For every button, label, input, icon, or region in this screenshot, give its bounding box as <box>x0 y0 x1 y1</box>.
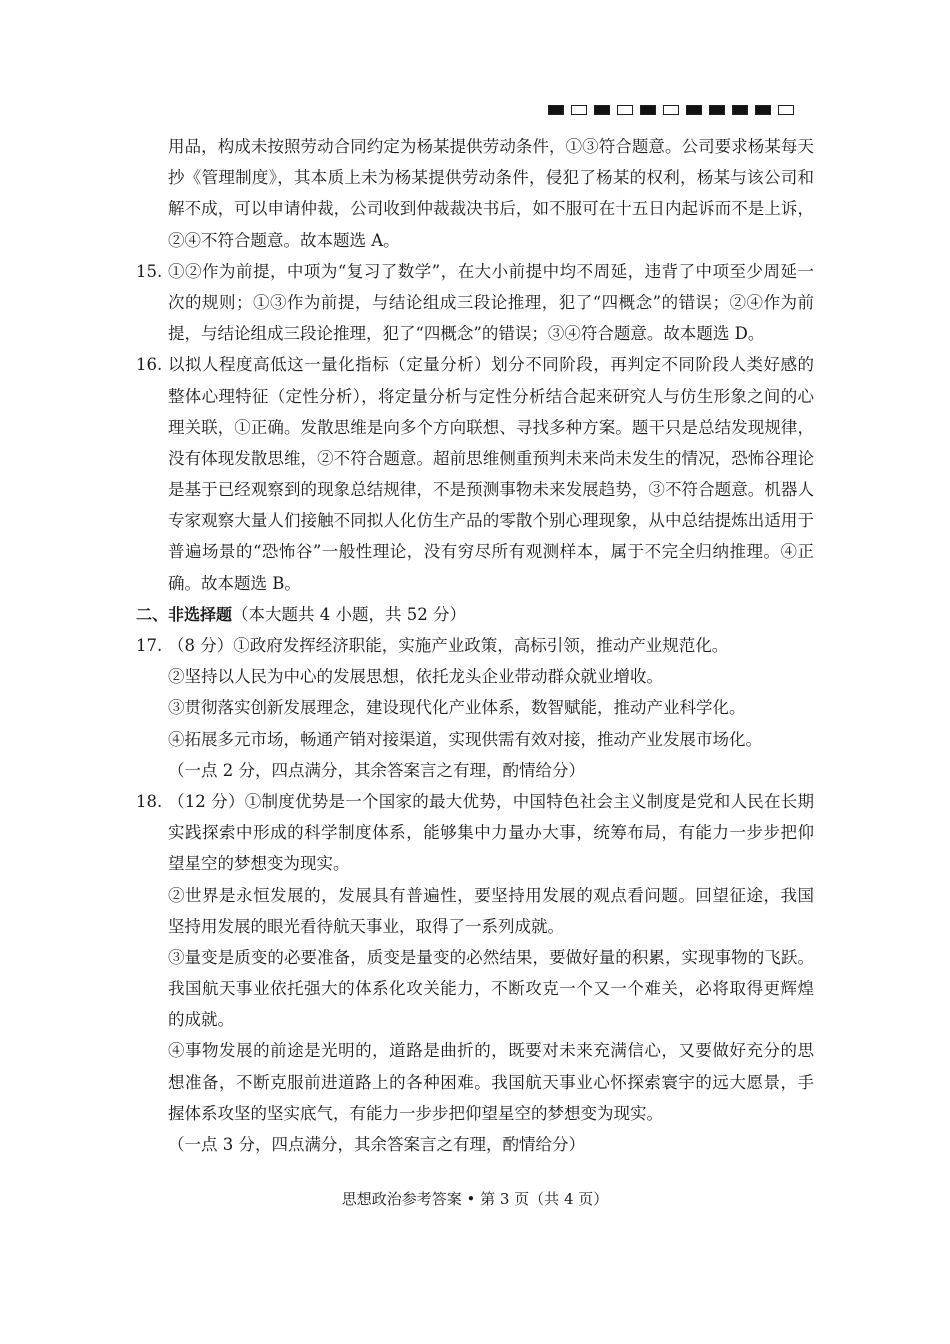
text-line <box>0 973 950 1004</box>
line-text: ②世界是永恒发展的，发展具有普遍性，要坚持用发展的观点看问题。回望征途，我国 <box>168 885 814 905</box>
section-note: （本大题共 4 小题，共 52 分） <box>232 604 466 624</box>
header-mark-empty <box>571 105 587 115</box>
question-number: 15. <box>136 261 163 281</box>
line-text: 次的规则；①③作为前提，与结论组成三段论推理，犯了“四概念”的错误；②④作为前 <box>168 292 814 312</box>
line-text: 实践探索中形成的科学制度体系，能够集中力量办大事，统筹布局，有能力一步步把仰 <box>168 823 814 843</box>
line-text: 解不成，可以申请仲裁，公司收到仲裁裁决书后，如不服可在十五日内起诉而不是上诉， <box>168 199 814 219</box>
header-mark-empty <box>663 105 679 115</box>
text-line <box>0 131 950 162</box>
line-text: ③贯彻落实创新发展理念，建设现代化产业体系，数智赋能，推动产业科学化。 <box>168 698 746 718</box>
line-text: ①②作为前提，中项为“复习了数学”，在大小前提中均不周延，违背了中项至少周延一 <box>168 261 814 281</box>
line-text: ④拓展多元市场，畅通产销对接渠道，实现供需有效对接，推动产业发展市场化。 <box>168 729 762 749</box>
section-title: 二、非选择题 <box>136 604 233 624</box>
text-line <box>0 193 950 224</box>
text-line <box>0 1129 950 1160</box>
text-line <box>0 1035 950 1066</box>
line-text: 坚持用发展的眼光看待航天事业，取得了一系列成就。 <box>168 916 564 936</box>
section-heading-text <box>136 599 466 630</box>
text-line <box>0 349 950 380</box>
line-text: 没有体现发散思维，②不符合题意。超前思维侧重预判未来尚未发生的情况，恐怖谷理论 <box>168 448 814 468</box>
text-line <box>0 848 950 879</box>
text-line <box>0 1067 950 1098</box>
text-line <box>0 630 950 661</box>
text-line <box>0 318 950 349</box>
line-text: 提，与结论组成三段论推理，犯了“四概念”的错误；③④符合题意。故本题选 D。 <box>168 324 765 344</box>
answer-content <box>0 131 950 1160</box>
header-mark-filled <box>594 105 610 115</box>
text-line <box>0 880 950 911</box>
text-line <box>0 412 950 443</box>
text-line <box>0 443 950 474</box>
text-line <box>0 1004 950 1035</box>
header-mark-empty <box>617 105 633 115</box>
line-text: 以拟人程度高低这一量化指标（定量分析）划分不同阶段，再判定不同阶段人类好感的 <box>168 355 814 375</box>
line-text: 整体心理特征（定性分析），将定量分析与定性分析结合起来研究人与仿生形象之间的心 <box>168 386 814 406</box>
text-line <box>0 692 950 723</box>
line-text: （一点 3 分，四点满分，其余答案言之有理，酌情给分） <box>168 1135 585 1154</box>
line-text: （12 分）①制度优势是一个国家的最大优势，中国特色社会主义制度是党和人民在长期 <box>168 791 814 811</box>
text-line <box>0 724 950 755</box>
line-text: 望星空的梦想变为现实。 <box>168 854 350 874</box>
text-line <box>0 474 950 505</box>
question-number: 18. <box>136 791 163 811</box>
page-footer: 思想政治参考答案 • 第 3 页（共 4 页） <box>341 1190 609 1208</box>
text-line <box>0 162 950 193</box>
line-text: 抄《管理制度》，其本质上未为杨某提供劳动条件，侵犯了杨某的权利，杨某与该公司和 <box>168 168 814 188</box>
line-text: 用品，构成未按照劳动合同约定为杨某提供劳动条件，①③符合题意。公司要求杨某每天 <box>168 137 814 156</box>
header-mark-empty <box>778 105 794 115</box>
text-line <box>0 381 950 412</box>
text-line <box>0 911 950 942</box>
line-text: （一点 2 分，四点满分，其余答案言之有理，酌情给分） <box>168 760 585 780</box>
text-line <box>0 225 950 256</box>
text-line <box>0 786 950 817</box>
line-text: ③量变是质变的必要准备，质变是量变的必然结果，要做好量的积累，实现事物的飞跃。 <box>168 947 814 967</box>
line-text: 握体系攻坚的坚实底气，有能力一步步把仰望星空的梦想变为现实。 <box>168 1103 663 1123</box>
header-mark-filled <box>709 105 725 115</box>
line-text: 专家观察大量人们接触不同拟人化仿生产品的零散个别心理现象，从中总结提炼出适用于 <box>168 511 814 531</box>
line-text: ②④不符合题意。故本题选 A。 <box>168 230 400 250</box>
section-heading <box>0 599 950 630</box>
question-number: 17. <box>136 636 163 655</box>
line-text: 的成就。 <box>168 1010 234 1030</box>
text-line <box>0 568 950 599</box>
question-number: 16. <box>136 355 163 375</box>
line-text: 确。故本题选 B。 <box>168 573 301 593</box>
header-mark-filled <box>548 105 564 115</box>
line-text: 我国航天事业依托强大的体系化攻关能力，不断攻克一个又一个难关，必将取得更辉煌 <box>168 979 814 999</box>
header-mark-filled <box>755 105 771 115</box>
text-line <box>0 256 950 287</box>
text-line <box>0 287 950 318</box>
text-line <box>0 505 950 536</box>
text-line <box>0 536 950 567</box>
text-line <box>0 1098 950 1129</box>
line-text: 想准备，不断克服前进道路上的各种困难。我国航天事业心怀探索寰宇的远大愿景，手 <box>168 1072 814 1092</box>
line-text: （8 分）①政府发挥经济职能，实施产业政策，高标引领，推动产业规范化。 <box>168 636 729 655</box>
text-line <box>0 817 950 848</box>
text-line <box>0 661 950 692</box>
header-mark-filled <box>732 105 748 115</box>
line-text: ②坚持以人民为中心的发展思想，依托龙头企业带动群众就业增收。 <box>168 667 663 687</box>
header-mark-filled <box>640 105 656 115</box>
line-text: ④事物发展的前途是光明的，道路是曲折的，既要对未来充满信心，又要做好充分的思 <box>168 1041 814 1061</box>
text-line <box>0 755 950 786</box>
text-line <box>0 942 950 973</box>
line-text: 普遍场景的“恐怖谷”一般性理论，没有穷尽所有观测样本，属于不完全归纳推理。④正 <box>168 542 814 562</box>
header-mark-filled <box>686 105 702 115</box>
line-text: 是基于已经观察到的现象总结规律，不是预测事物未来发展趋势，③不符合题意。机器人 <box>168 480 814 500</box>
header-marks <box>548 105 794 115</box>
line-text: 理关联，①正确。发散思维是向多个方向联想、寻找多种方案。题干只是总结发现规律， <box>168 417 814 437</box>
